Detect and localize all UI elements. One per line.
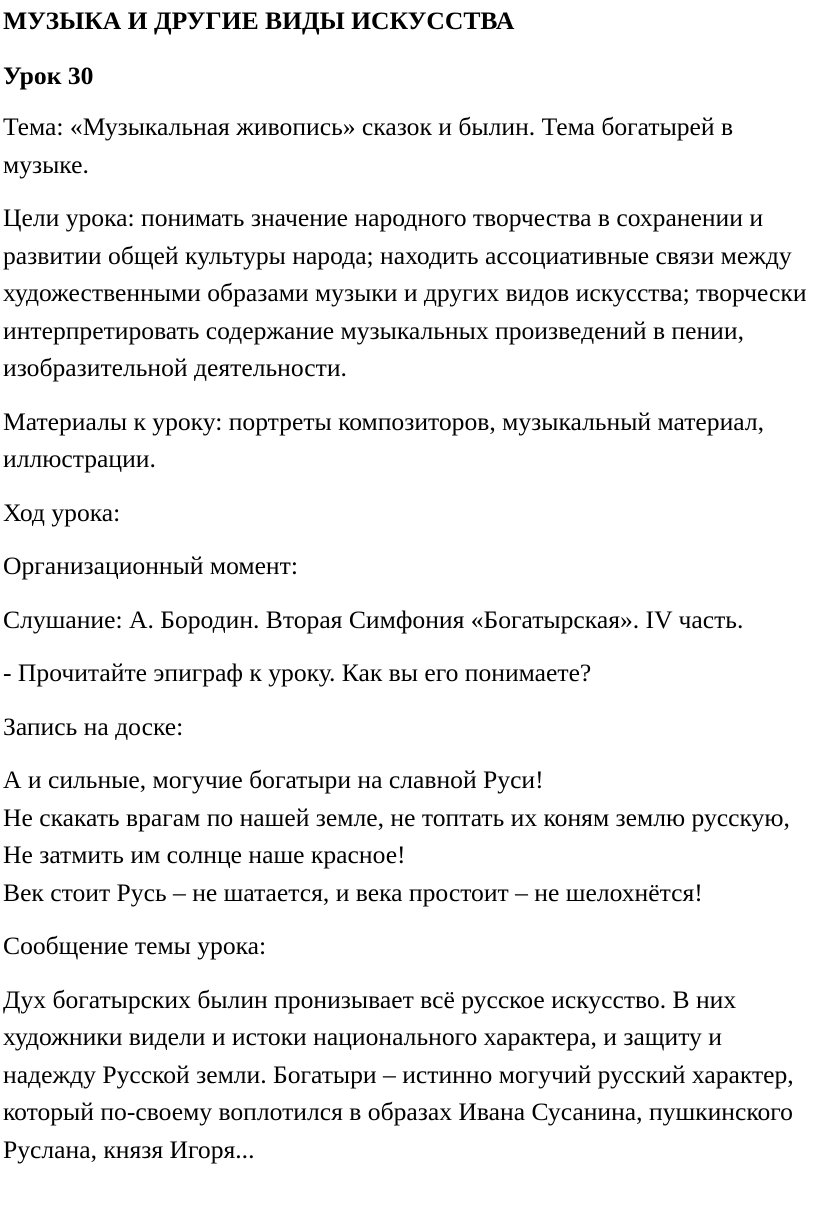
- board-heading: Запись на доске:: [3, 711, 184, 741]
- epigraph-line: Не затмить им солнце наше красное!: [3, 840, 406, 869]
- lesson-topic: Тема: «Музыкальная живопись» сказок и былин. Тема богатырей в музыке.: [3, 112, 734, 179]
- epigraph: [3, 761, 813, 911]
- document-title: МУЗЫКА И ДРУГИЕ ВИДЫ ИСКУССТВА: [3, 6, 515, 35]
- lesson-progress-heading: Ход урока:: [3, 497, 121, 527]
- listening-item: Слушание: А. Бородин. Вторая Симфония «Богатырская». IV часть.: [3, 604, 744, 634]
- lesson-materials: Материалы к уроку: портреты композиторов, музыкальный материал, иллюстрации.: [3, 406, 765, 473]
- topic-message-heading: Сообщение темы урока:: [3, 931, 267, 960]
- epigraph-line: Не скакать врагам по нашей земле, не топтать их коням землю русскую,: [3, 802, 790, 832]
- epigraph-line: А и сильные, могучие богатыри на славной Руси!: [3, 765, 544, 794]
- lesson-number: Урок 30: [3, 60, 94, 90]
- document-page: [3, 0, 813, 1168]
- epigraph-line: Век стоит Русь – не шатается, и века простоит – не шелохнётся!: [3, 877, 703, 907]
- epigraph-question: - Прочитайте эпиграф к уроку. Как вы его понимаете?: [3, 658, 592, 687]
- organizational-moment: Организационный момент:: [3, 551, 298, 580]
- topic-message: Дух богатырских былин пронизывает всё русское искусство. В них художники видели и истоки национального характера, и защиту и надежду Русской земли. Богатыри – истинно могучий русский характер, который по-своему воплотился в образах Ивана Сусанина, пушкинского Руслана, князя Игоря...: [3, 984, 794, 1164]
- lesson-goals: Цели урока: понимать значение народного творчества в сохранении и развитии общей культуры народа; находить ассоциативные связи между художественными образами музыки и других видов искусства; творчески интерпретировать содержание музыкальных произведений в пении, изобразительной деятельности.: [3, 203, 807, 382]
